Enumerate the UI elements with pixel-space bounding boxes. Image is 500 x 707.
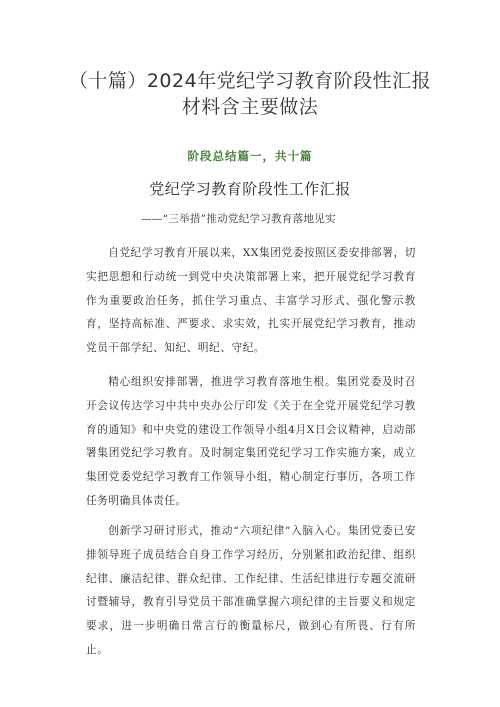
section-label: 阶段总结篇一，共十篇 [187,149,313,163]
article-title: 党纪学习教育阶段性工作汇报 [149,180,351,198]
document-title-line-1: （十篇）2024年党纪学习教育阶段性汇报 [68,70,432,92]
paragraph-intro: 自党纪学习教育开展以来，XX集团党委按照区委安排部署，切实把思想和行动统一到党中央决策部署上来，把开展党纪学习教育作为重要政治任务，抓住学习重点、丰富学习形式、强化警示教育，坚持高标准、严要求、求实效，扎实开展党纪学习教育，推动党员干部学纪、知纪、明纪、守纪。 [86,247,416,355]
paragraph-deployment: 精心组织安排部署，推进学习教育落地生根。集团党委及时召开会议传达学习中共中央办公厅印发《关于在全党开展党纪学习教育的通知》和中央党的建设工作领导小组4月X日会议精神，启动部署集团党纪学习教育。及时制定集团党纪学习工作实施方案，成立集团党委党纪学习教育工作领导小组，精心制定行事历，各项工作任务明确具体责任。 [86,376,416,507]
paragraph-study-forms: 创新学习研讨形式，推动“六项纪律”入脑入心。集团党委已安排领导班子成员结合自身工作学习经历，分别紧扣政治纪律、组织纪律、廉洁纪律、群众纪律、工作纪律、生活纪律进行专题交流研讨暨辅导，教育引导党员干部准确掌握六项纪律的主旨要义和规定要求，进一步明确日常言行的衡量标尺，做到心有所畏、行有所止。 [86,525,416,656]
article-subtitle: ——“三举措”推动党纪学习教育落地见实 [141,213,336,225]
document-title-line-2: 材料含主要做法 [181,96,319,118]
